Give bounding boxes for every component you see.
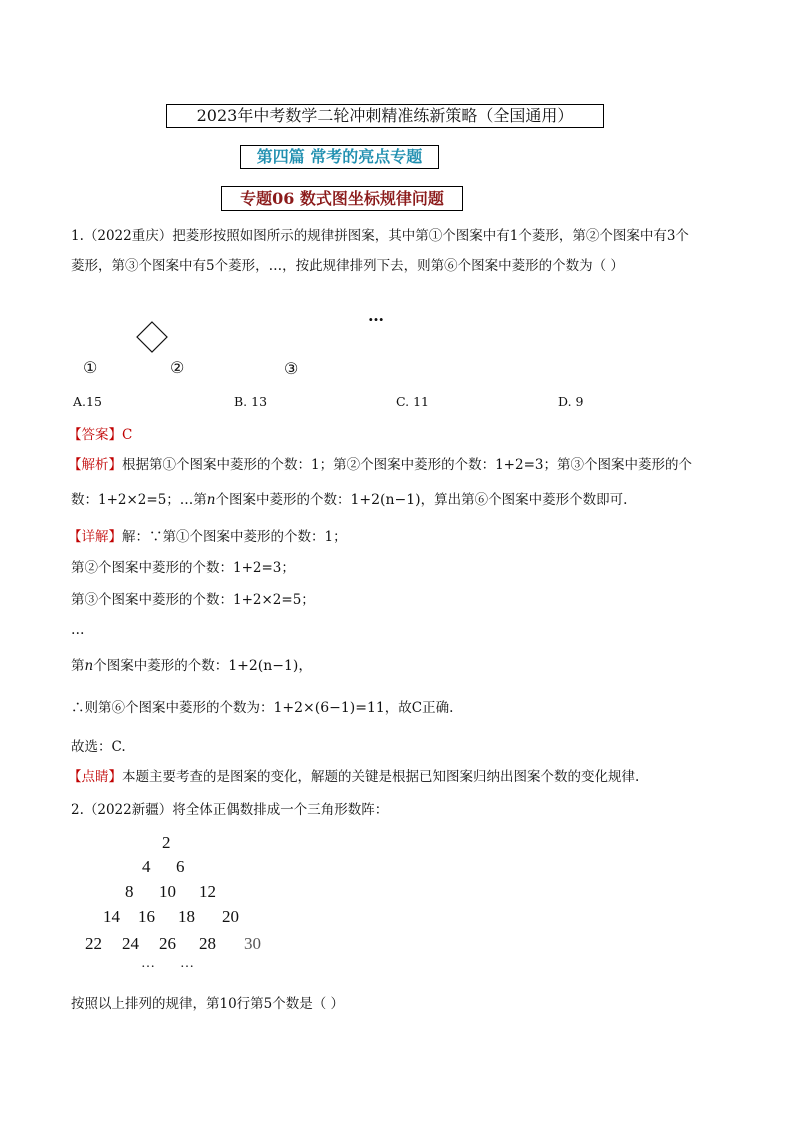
triangle-ellipsis: … <box>141 956 155 971</box>
triangle-number: 26 <box>159 934 176 953</box>
triangle-number: 4 <box>142 857 151 876</box>
q2-question: 按照以上排列的规律，第10行第5个数是（ ） <box>71 996 345 1012</box>
detail6-b: ，故C正确. <box>384 700 454 716</box>
triangle-number: 8 <box>125 882 134 901</box>
analysis-text-a: 数：1+2×2=5；…第 <box>71 492 207 508</box>
detail5-a: 第 <box>71 658 85 674</box>
q1-figure-label-3: ③ <box>284 359 299 378</box>
detail5-n: n <box>84 658 94 674</box>
triangle-number: 12 <box>199 882 216 901</box>
triangle-number: 30 <box>244 934 261 953</box>
triangle-number: 20 <box>222 907 239 926</box>
q1-option-b: B. 13 <box>234 394 268 409</box>
q1-stem-line1: 1.（2022重庆）把菱形按照如图所示的规律拼图案，其中第①个图案中有1个菱形，第②个图案中有3个 <box>71 228 689 244</box>
triangle-number: 22 <box>85 934 102 953</box>
triangle-number: 28 <box>199 934 216 953</box>
rhombus-shape <box>137 322 167 352</box>
q1-option-a: A.15 <box>73 394 102 409</box>
detail5-formula: 1+2(n−1)， <box>228 658 313 674</box>
q2-stem: 2.（2022新疆）将全体正偶数排成一个三角形数阵： <box>71 802 389 818</box>
triangle-number: 6 <box>176 857 185 876</box>
comment-tag: 【点睛】 <box>68 769 122 785</box>
triangle-number: 16 <box>138 907 155 926</box>
detail-text: 解：∵第①个图案中菱形的个数：1； <box>122 529 347 545</box>
detail6-a: ∴则第⑥个图案中菱形的个数为： <box>71 700 274 716</box>
analysis-text: 根据第①个图案中菱形的个数：1；第②个图案中菱形的个数：1+2=3；第③个图案中菱形的个 <box>122 457 692 473</box>
triangle-number: 2 <box>162 833 171 852</box>
analysis-n: n <box>206 492 216 508</box>
q1-stem-line2: 菱形，第③个图案中有5个菱形，…，按此规律排列下去，则第⑥个图案中菱形的个数为（ ） <box>71 258 624 274</box>
section-heading: 第四篇 常考的亮点专题 <box>240 145 439 169</box>
detail-tag: 【详解】 <box>68 529 122 545</box>
q1-analysis-line1 <box>68 455 692 475</box>
q1-detail-line3: 第③个图案中菱形的个数：1+2×2=5； <box>71 592 315 608</box>
detail5-b: 个图案中菱形的个数： <box>93 658 229 674</box>
topic-heading: 专题06 数式图坐标规律问题 <box>221 186 463 211</box>
q1-detail-line1 <box>68 527 347 547</box>
analysis-formula: 1+2(n−1) <box>350 492 421 508</box>
q1-detail-line6 <box>71 698 453 718</box>
document-title: 2023年中考数学二轮冲刺精准练新策略（全国通用） <box>166 104 604 128</box>
q1-option-d: D. 9 <box>558 394 584 409</box>
answer-tag: 【答案】 <box>68 427 122 443</box>
triangle-ellipsis: … <box>180 956 194 971</box>
q1-detail-line7: 故选：C. <box>71 739 126 755</box>
q1-figure-label-1: ① <box>83 358 98 377</box>
q1-comment <box>68 767 639 787</box>
q1-figure-label-2: ② <box>170 358 185 377</box>
triangle-number: 10 <box>159 882 176 901</box>
answer-value: C <box>122 427 133 443</box>
q1-detail-line2: 第②个图案中菱形的个数：1+2=3； <box>71 560 295 576</box>
triangle-number: 24 <box>122 934 139 953</box>
q1-rhombus-figure <box>60 285 420 385</box>
analysis-text-b: 个图案中菱形的个数： <box>215 492 351 508</box>
triangle-number: 14 <box>103 907 120 926</box>
q1-figure-ellipsis: … <box>368 306 384 325</box>
q1-detail-line4: … <box>71 622 85 638</box>
comment-text: 本题主要考查的是图案的变化，解题的关键是根据已知图案归纳出图案个数的变化规律. <box>122 769 640 785</box>
detail6-formula: 1+2×(6−1)=11 <box>273 700 385 716</box>
analysis-text-c: ，算出第⑥个图案中菱形个数即可. <box>420 492 628 508</box>
q1-answer <box>68 425 132 445</box>
q1-analysis-line2 <box>71 490 627 510</box>
q1-detail-line5 <box>71 656 312 676</box>
analysis-tag: 【解析】 <box>68 457 122 473</box>
triangle-number: 18 <box>178 907 195 926</box>
q1-option-c: C. 11 <box>396 394 429 409</box>
